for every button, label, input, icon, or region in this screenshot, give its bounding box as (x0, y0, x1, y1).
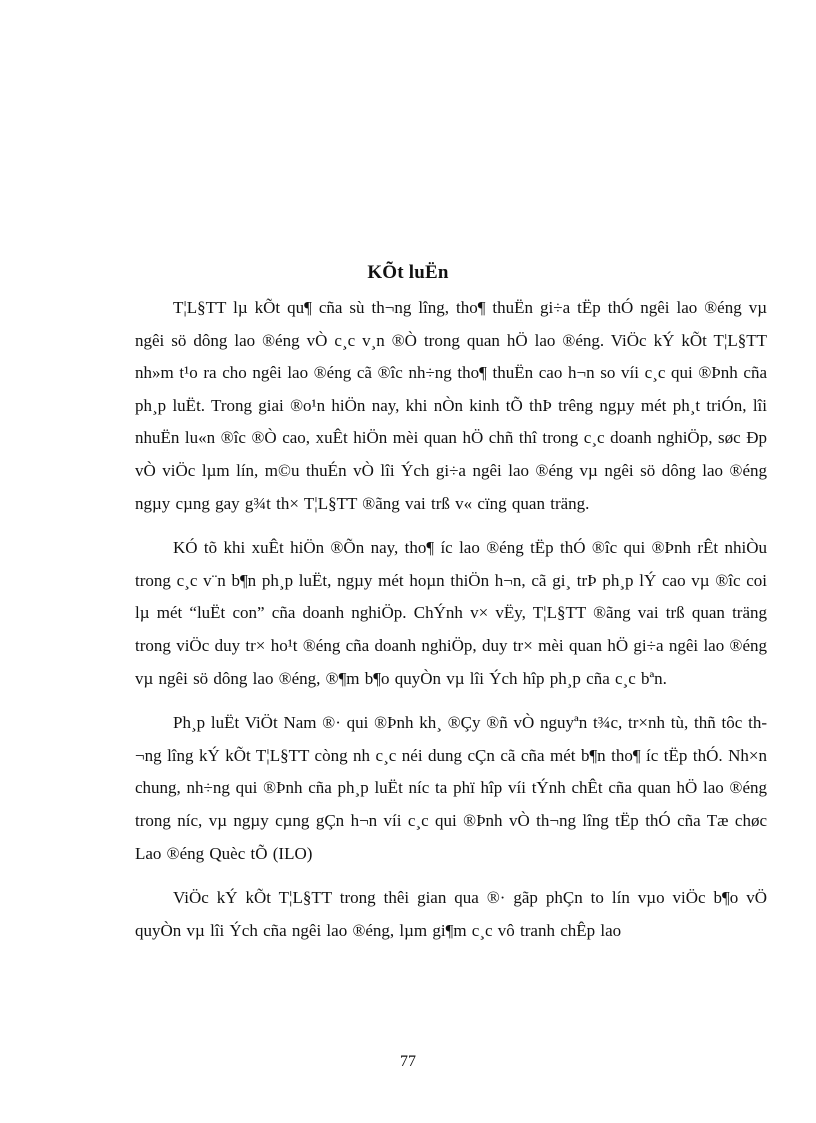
paragraph-2: KÓ tõ khi xuÊt hiÖn ®Õn nay, tho¶ íc lao ®éng tËp thÓ ®îc qui ®Þnh rÊt nhiÒu trong c¸c v¨n b¶n ph¸p luËt, ngµy mét hoµn thiÖn h¬n, cã gi¸ trÞ ph¸p lÝ cao vµ ®îc coi lµ mét “luËt con” cña doanh nghiÖp. ChÝnh v× vËy, T¦L§TT ®ãng vai trß quan träng trong viÖc duy tr× ho¹t ®éng cña doanh nghiÖp, duy tr× mèi quan hÖ gi÷a ngêi lao ®éng vµ ngêi sö dông lao ®éng, ®¶m b¶o quyÒn vµ lîi Ých hîp ph¸p cña c¸c bªn. (135, 538, 767, 688)
paragraph-1: T¦L§TT lµ kÕt qu¶ cña sù th¬ng lîng, tho¶ thuËn gi÷a tËp thÓ ngêi lao ®éng vµ ngêi sö dông lao ®éng vÒ c¸c v¸n ®Ò trong quan hÖ lao ®éng. ViÖc kÝ kÕt T¦L§TT nh»m t¹o ra cho ngêi lao ®éng cã ®îc nh÷ng tho¶ thuËn cao h¬n so víi c¸c qui ®Þnh cña ph¸p luËt. Trong giai ®o¹n hiÖn nay, khi nÒn kinh tÕ thÞ trêng ngµy mét ph¸t triÓn, lîi nhuËn lu«n ®îc ®Ò cao, xuÊt hiÖn mèi quan hÖ chñ thî trong c¸c doanh nghiÖp, søc Ðp vÒ viÖc lµm lín, m©u thuÉn vÒ lîi Ých gi÷a ngêi lao ®éng vµ ngêi sö dông lao ®éng ngµy cµng gay g¾t th× T¦L§TT ®ãng vai trß v« cïng quan träng. (135, 298, 767, 513)
paragraph-4: ViÖc kÝ kÕt T¦L§TT trong thêi gian qua ®· gãp phÇn to lín vµo viÖc b¶o vÖ quyÒn vµ lîi Ých cña ngêi lao ®éng, lµm gi¶m c¸c vô tranh chÊp lao (135, 888, 767, 940)
body-text (135, 292, 767, 959)
page-number: 77 (400, 1053, 416, 1070)
paragraph-3: Ph¸p luËt ViÖt Nam ®· qui ®Þnh kh¸ ®Çy ®ñ vÒ nguyªn t¾c, tr×nh tù, thñ tôc th¬ng lîng kÝ kÕt T¦L§TT còng nh c¸c néi dung cÇn cã cña mét b¶n tho¶ íc tËp thÓ. Nh×n chung, nh÷ng qui ®Þnh cña ph¸p luËt níc ta phï hîp víi tÝnh chÊt cña quan hÖ lao ®éng trong níc, vµ ngµy cµng gÇn h¬n víi c¸c qui ®Þnh vÒ th¬ng lîng tËp thÓ cña Tæ chøc Lao ®éng Quèc tÕ (ILO) (135, 713, 767, 863)
section-title: KÕt luËn (367, 262, 449, 283)
